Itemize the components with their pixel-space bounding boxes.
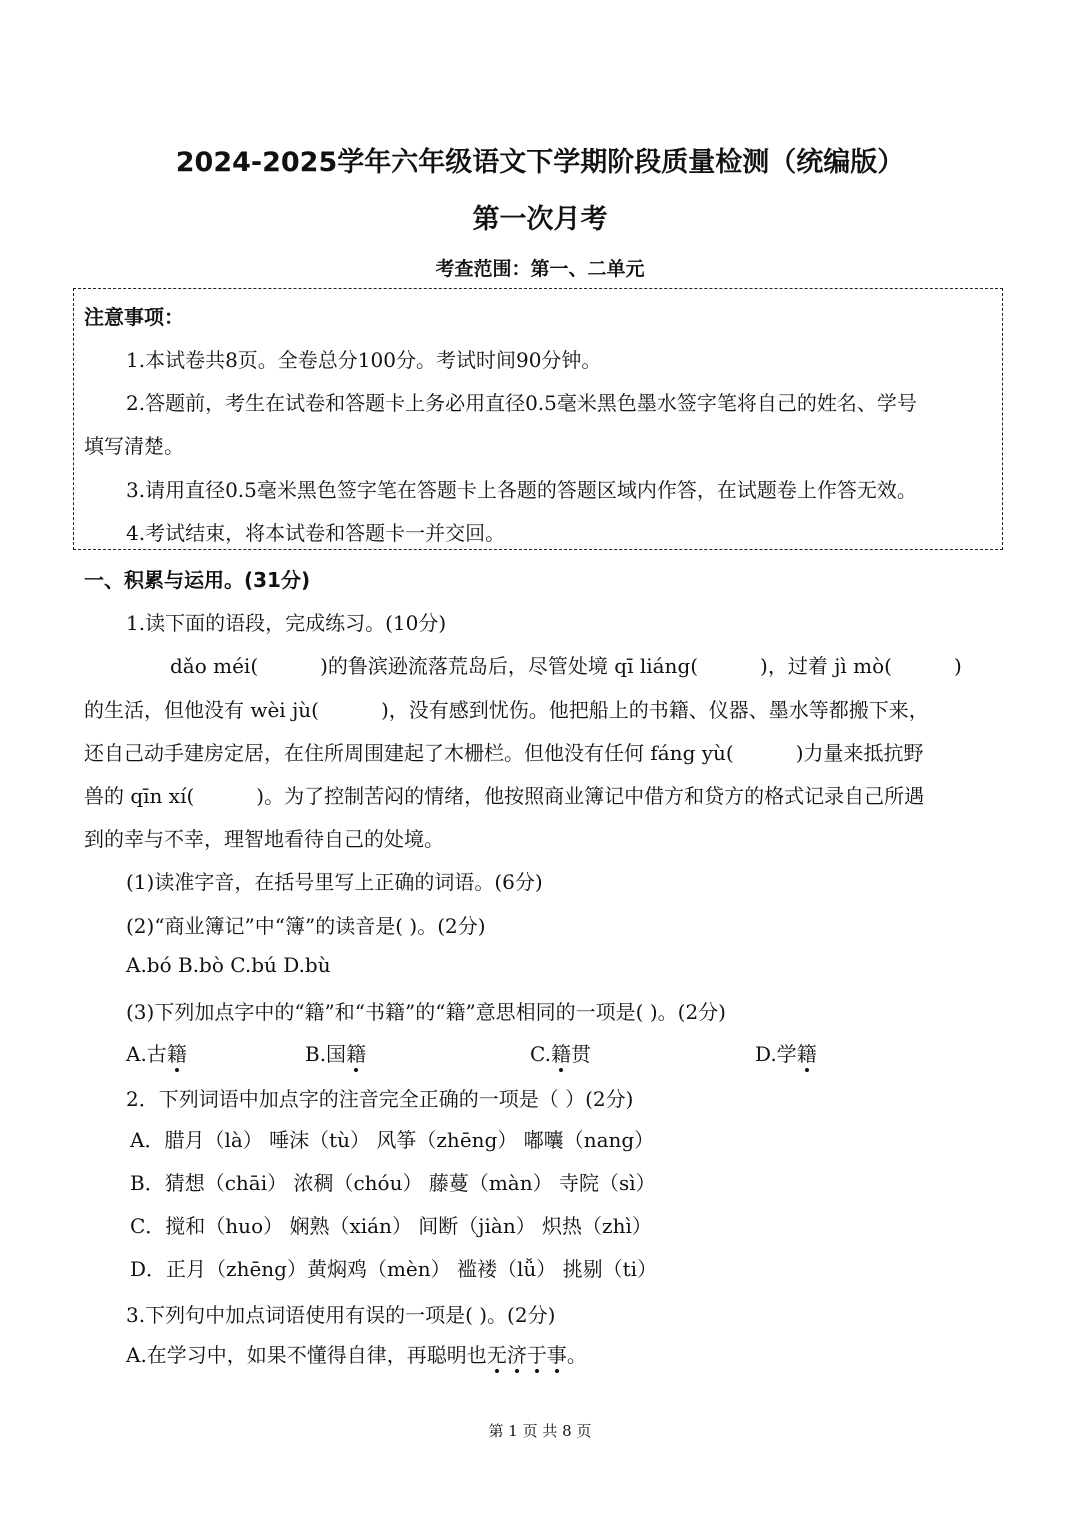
exam-scope: 考查范围：第一、二单元 — [435, 258, 645, 280]
notice-item: 3.请用直径0.5毫米黑色签字笔在答题卡上各题的答题区域内作答，在试题卷上作答无效。 — [126, 478, 917, 502]
question-2-option-b: B．猜想（chāi） 浓稠（chóu） 藤蔓（màn） 寺院（sì） — [130, 1171, 656, 1195]
sub-question-2-options: A.bó B.bò C.bú D.bù — [126, 953, 331, 977]
question-3-option-a: A.在学习中，如果不懂得自律，再聪明也无济于事。 — [126, 1343, 587, 1367]
passage-line: 的生活，但他没有 wèi jù( )，没有感到忧伤。他把船上的书籍、仪器、墨水等都搬下来， — [84, 698, 929, 722]
exam-title: 2024-2025学年六年级语文下学期阶段质量检测（统编版） — [175, 147, 905, 178]
notice-heading: 注意事项： — [84, 305, 184, 329]
passage-line: 到的幸与不幸，理智地看待自己的处境。 — [84, 827, 444, 851]
question-3-prompt: 3.下列句中加点词语使用有误的一项是( )。(2分) — [126, 1303, 556, 1327]
sub-question-2: (2)“商业簿记”中“簿”的读音是( )。(2分) — [126, 914, 486, 938]
question-2-option-d: D．正月（zhēng）黄焖鸡（mèn） 褴褛（lǚ） 挑剔（ti） — [130, 1257, 658, 1281]
notice-box — [73, 288, 1003, 550]
sub-question-1: (1)读准字音，在括号里写上正确的词语。(6分) — [126, 870, 543, 894]
passage-line: 兽的 qīn xí( )。为了控制苦闷的情绪，他按照商业簿记中借方和贷方的格式记录自己所遇 — [84, 784, 925, 808]
notice-item: 1.本试卷共8页。全卷总分100分。考试时间90分钟。 — [126, 348, 602, 372]
notice-item: 4.考试结束，将本试卷和答题卡一并交回。 — [126, 521, 506, 545]
passage-line: 还自己动手建房定居，在住所周围建起了木栅栏。但他没有任何 fáng yù( )力量来抵抗野 — [84, 741, 924, 765]
question-2-prompt: 2．下列词语中加点字的注音完全正确的一项是（ ）(2分) — [126, 1087, 634, 1111]
notice-item: 2.答题前，考生在试卷和答题卡上务必用直径0.5毫米黑色墨水签字笔将自己的姓名、学号 — [126, 391, 917, 415]
option-a: A.古籍 — [126, 1042, 187, 1066]
option-c: C.籍贯 — [530, 1042, 591, 1066]
section-heading: 一、积累与运用。(31分) — [84, 568, 311, 592]
notice-item: 填写清楚。 — [84, 434, 184, 458]
exam-subtitle: 第一次月考 — [472, 204, 608, 235]
question-2-option-a: A．腊月（là） 唾沫（tù） 风筝（zhēng） 嘟囔（nang） — [130, 1128, 655, 1152]
option-d: D.学籍 — [755, 1042, 817, 1066]
option-b: B.国籍 — [305, 1042, 367, 1066]
question-2-option-c: C．搅和（huo） 娴熟（xián） 间断（jiàn） 炽热（zhì） — [130, 1214, 652, 1238]
passage-line: dǎo méi( )的鲁滨逊流落荒岛后，尽管处境 qī liáng( )，过着 jì mò( ) — [170, 654, 962, 678]
question-1-prompt: 1.读下面的语段，完成练习。(10分) — [126, 611, 447, 635]
sub-question-3: (3)下列加点字中的“籍”和“书籍”的“籍”意思相同的一项是( )。(2分) — [126, 1000, 726, 1024]
page-footer: 第 1 页 共 8 页 — [488, 1422, 592, 1440]
